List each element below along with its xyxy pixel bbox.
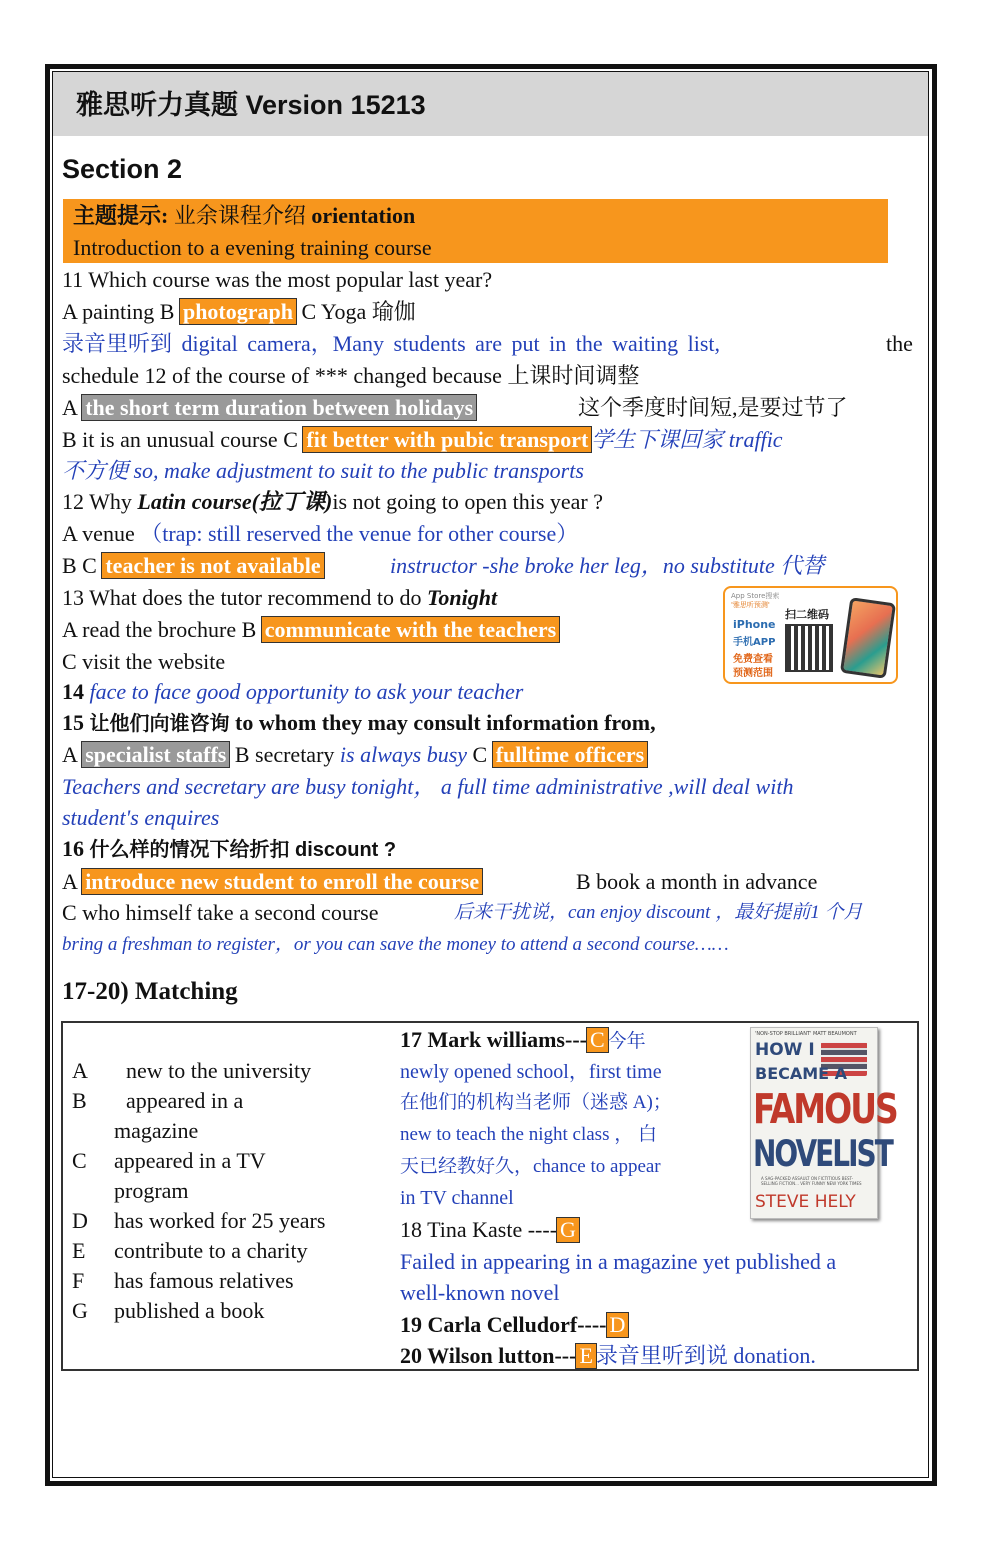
q16-en: discount ?: [295, 839, 397, 861]
q12-answer-highlight: teacher is not available: [102, 553, 323, 578]
book-cover-image: [750, 1027, 897, 1219]
option-letter: D: [72, 1208, 88, 1233]
q18-label: 18 Tina Kaste ----: [400, 1217, 558, 1242]
option-text: appeared in a: [126, 1088, 244, 1113]
q14-note: face to face good opportunity to ask your teacher: [89, 679, 524, 704]
option-b-cont: magazine: [114, 1118, 199, 1143]
q11-schedule-line: schedule 12 of the course of *** changed because 上课时间调整: [62, 363, 640, 388]
q15-a-prefix: A: [62, 742, 83, 767]
q15-c-prefix: C: [467, 742, 493, 767]
q15-en: to whom they may consult information from,: [235, 710, 656, 735]
q13-opts-ab: [62, 615, 559, 645]
book-how: HOW I: [755, 1040, 815, 1060]
q13-opt-a: A read the brochure B: [62, 617, 262, 642]
q11-sub-b-text: B it is an unusual course C: [62, 427, 304, 452]
option-b: [72, 1086, 392, 1116]
option-a: [72, 1056, 392, 1086]
q11-note-1: 录音里听到 digital camera，Many students are put in the waiting list,: [62, 331, 720, 356]
q11-sub-bc: [62, 425, 783, 455]
q16-question: [62, 834, 396, 865]
option-f: [72, 1266, 392, 1296]
q17-note-4: 天已经教好久，chance to appear: [400, 1156, 661, 1177]
book-became: BECAME A: [755, 1064, 848, 1083]
q17-note-head: 今年: [607, 1031, 646, 1052]
option-text: has worked for 25 years: [114, 1208, 326, 1233]
q17-label: 17 Mark williams---: [400, 1027, 587, 1052]
q15-note-2: student's enquires: [62, 805, 220, 830]
q16-a-prefix: A: [62, 869, 83, 894]
q15-a-highlight: specialist staffs: [82, 742, 229, 767]
q18-note-1: Failed in appearing in a magazine yet published a: [400, 1249, 837, 1274]
option-letter: A: [72, 1058, 88, 1083]
qr-code-icon: [787, 626, 831, 670]
q20-answer: E: [576, 1344, 595, 1368]
topic-cn: 业余课程介绍: [168, 203, 312, 228]
book-blurb: 'NON-STOP BRILLIANT' MATT BEAUMONT: [755, 1031, 857, 1037]
q16-opt-a: [62, 867, 482, 897]
q13-answer-highlight: communicate with the teachers: [262, 617, 559, 642]
option-letter: G: [72, 1298, 88, 1323]
app-ad-store2: '雅思听预测': [731, 601, 770, 609]
q12-rest: is not going to open this year ?: [332, 489, 604, 514]
option-e: [72, 1236, 392, 1266]
book-famous: FAMOUS: [753, 1084, 897, 1133]
q18-line: [400, 1215, 579, 1245]
book-tagline: A SAG-PACKED ASSAULT ON FICTITIOUS BEST-SELLING FICTION... VERY FUNNY NEW YORK TIMES: [761, 1176, 862, 1186]
option-text: appeared in a TV: [114, 1148, 266, 1173]
app-ad-iphone: iPhone: [733, 618, 776, 631]
book-author: STEVE HELY: [755, 1192, 856, 1212]
topic-en-bold: orientation: [311, 203, 416, 228]
q15-note-1: Teachers and secretary are busy tonight， a full time administrative ,will deal with: [62, 774, 794, 799]
q12-opt-bc-text: B C: [62, 553, 103, 578]
q11-question: 11 Which course was the most popular last year?: [62, 267, 493, 292]
q16-opt-b: B book a month in advance: [576, 869, 818, 894]
option-g: [72, 1296, 392, 1326]
option-letter: B: [72, 1088, 87, 1113]
topic-line-1: [73, 201, 415, 231]
app-ad-store: App Store搜索: [731, 592, 780, 600]
q14-line: [62, 677, 523, 707]
q15-b-note: is always busy: [339, 742, 468, 767]
q16-opt-c: C who himself take a second course: [62, 900, 379, 925]
q18-note-2: well-known novel: [400, 1280, 560, 1305]
q15-options: [62, 740, 647, 770]
app-ad-card[interactable]: [723, 586, 898, 684]
q19-answer: D: [607, 1313, 629, 1337]
q15-question: [62, 708, 656, 739]
q11-sub-a-highlight: the short term duration between holidays: [82, 395, 476, 420]
app-ad-scan: 扫二维码: [785, 608, 829, 621]
option-d: [72, 1206, 392, 1236]
q12-opt-a: [62, 519, 578, 549]
app-ad-app: 手机APP: [733, 637, 776, 648]
q11-note-1-tail: the: [886, 331, 913, 356]
q11-sub-a: [62, 393, 476, 423]
q17-note-1: newly opened school，first time: [400, 1061, 662, 1083]
q13-opt-c: C visit the website: [62, 649, 226, 674]
q15-cn: 让他们向谁咨询: [89, 713, 230, 735]
topic-label: 主题提示:: [73, 203, 169, 228]
topic-line-2: Introduction to a evening training course: [73, 235, 432, 260]
book-novelist: NOVELIST: [753, 1132, 892, 1175]
q17-answer: C: [587, 1028, 608, 1052]
page-title: 雅思听力真题 Version 15213: [76, 90, 426, 120]
q11-sub-c-highlight: fit better with pubic transport: [303, 427, 591, 452]
q12-latin-course: Latin course(拉丁课): [137, 489, 333, 514]
q16-note-2: bring a freshman to register，or you can save the money to attend a second course……: [62, 934, 729, 955]
option-letter: E: [72, 1238, 86, 1263]
option-letter: C: [72, 1148, 87, 1173]
q11-opt-a: A painting B: [62, 299, 180, 324]
q20-line: [400, 1341, 816, 1371]
option-c-cont: program: [114, 1178, 189, 1203]
q16-num: 16: [62, 836, 84, 861]
q12-opt-a-note: （trap: still reserved the venue for other course）: [140, 521, 579, 546]
option-text: published a book: [114, 1298, 265, 1323]
q17-note-5: in TV channel: [400, 1187, 514, 1209]
option-c: [72, 1146, 392, 1176]
q13-text: 13 What does the tutor recommend to do: [62, 585, 427, 610]
app-ad-range: 预测范围: [733, 668, 773, 679]
q20-label: 20 Wilson lutton---: [400, 1343, 577, 1368]
option-letter: F: [72, 1268, 85, 1293]
q16-c-note: 后来干扰说，can enjoy discount ，最好提前1 个月: [454, 902, 863, 923]
q13-question: [62, 583, 497, 613]
q15-num: 15: [62, 710, 84, 735]
q17-note-2: 在他们的机构当老师（迷惑 A)；: [400, 1092, 672, 1113]
q16-answer-highlight: introduce new student to enroll the course: [82, 869, 482, 894]
q11-sub-a-prefix: A: [62, 395, 83, 420]
app-ad-free: 免费查看: [733, 654, 773, 665]
option-text: contribute to a charity: [114, 1238, 308, 1263]
matching-options: [72, 1056, 392, 1326]
q12-question: [62, 487, 603, 517]
q19-line: [400, 1310, 628, 1340]
q15-answer-highlight: fulltime officers: [493, 742, 647, 767]
matching-title: 17-20) Matching: [62, 978, 238, 1005]
q12-opt-bc: [62, 551, 324, 581]
q16-cn: 什么样的情况下给折扣: [89, 839, 290, 861]
option-text: has famous relatives: [114, 1268, 294, 1293]
q19-label: 19 Carla Celludorf----: [400, 1312, 607, 1337]
q11-note-2: 不方便 so, make adjustment to suit to the public transports: [62, 458, 584, 483]
option-text: new to the university: [126, 1058, 312, 1083]
q14-num: 14: [62, 679, 84, 704]
q13-tonight: Tonight: [426, 585, 498, 610]
phone-icon: [840, 597, 896, 679]
q11-sub-a-note: 这个季度时间短,是要过节了: [578, 395, 848, 420]
q12-num: 12 Why: [62, 489, 138, 514]
q18-answer: G: [557, 1218, 579, 1242]
section-title: Section 2: [62, 154, 183, 184]
q20-note: 录音里听到说 donation.: [595, 1343, 816, 1368]
q11-opt-c: C Yoga 瑜伽: [296, 299, 416, 324]
q15-b-text: B secretary: [229, 742, 340, 767]
q12-note: instructor -she broke her leg，no substitute 代替: [390, 553, 825, 578]
q11-answer-highlight: photograph: [180, 299, 296, 324]
q17-line: [400, 1025, 646, 1057]
q11-options: [62, 297, 416, 327]
q12-opt-a-text: A venue: [62, 521, 141, 546]
q17-note-3: new to teach the night class ， 白: [400, 1124, 657, 1145]
q11-sub-c-note: 学生下课回家 traffic: [591, 427, 783, 452]
